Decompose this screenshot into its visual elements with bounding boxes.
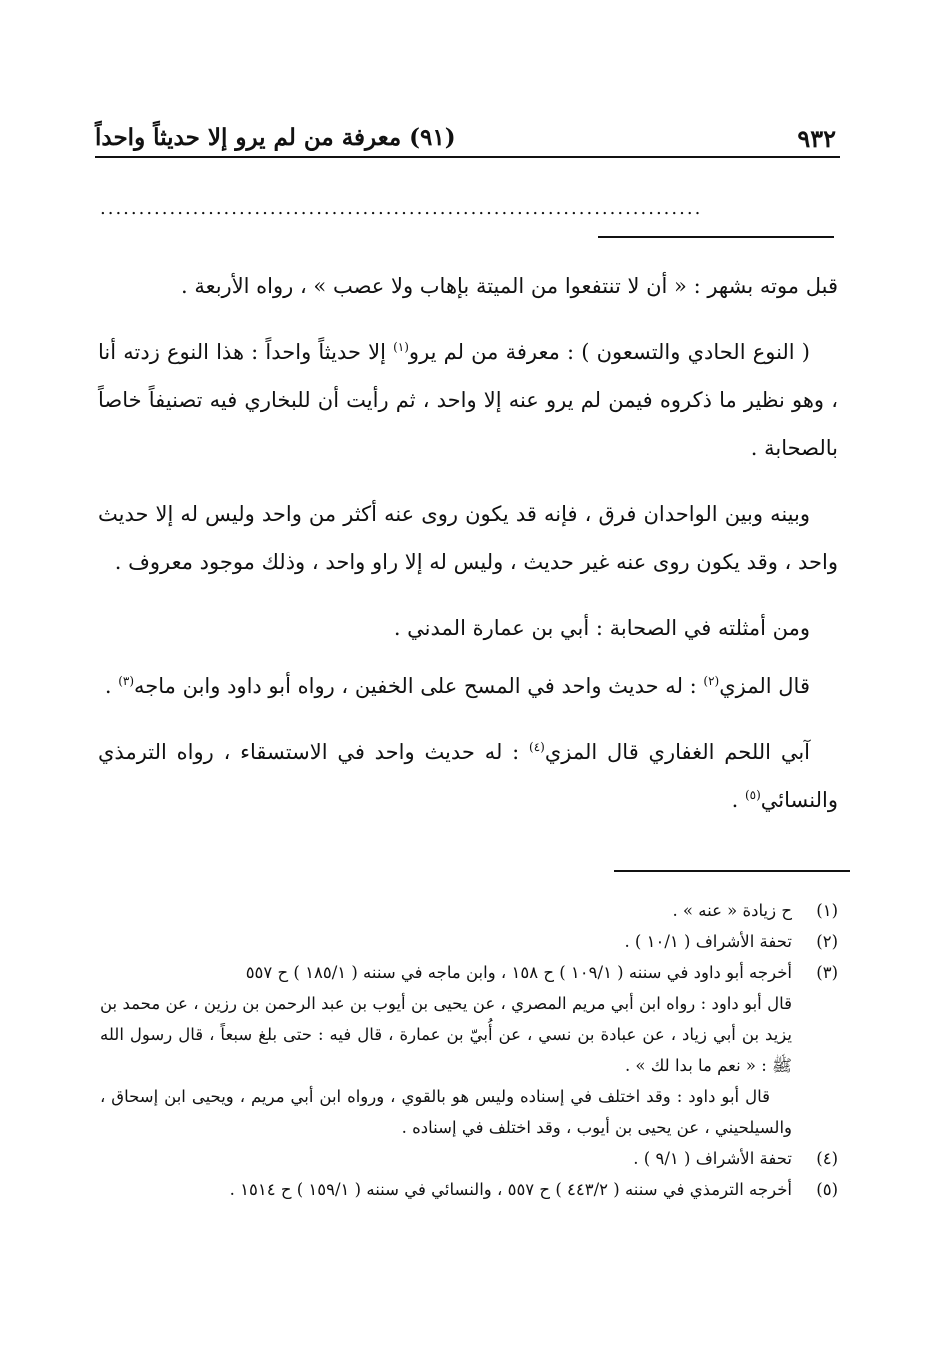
footnote-1 xyxy=(100,895,838,926)
main-text xyxy=(98,262,838,842)
paragraph-3-text: وبينه وبين الواحدان فرق ، فإنه قد يكون روى عنه أكثر من واحد وليس له إلا حديث واحد ، وقد يكون روى عنه غير حديث ، وليس له إلا راو واحد ، وذلك موجود معروف . xyxy=(98,502,838,574)
paragraph-5-text-b: : له حديث واحد في المسح على الخفين ، رواه أبو داود وابن ماجه xyxy=(134,674,704,698)
footnote-number: (٣) xyxy=(816,963,838,982)
footnote-ref-1[interactable]: (١) xyxy=(393,340,409,354)
running-title: (٩١) معرفة من لم يرو إلا حديثاً واحداً xyxy=(95,124,456,151)
paragraph-2-text-a: ( النوع الحادي والتسعون ) : معرفة من لم يرو xyxy=(408,340,810,364)
footnote-text-line: أخرجه أبو داود في سننه ( ١٠٩/١ ) ح ١٥٨ ، وابن ماجه في سننه ( ١٨٥/١ ) ح ٥٥٧ xyxy=(245,963,792,982)
footnote-2 xyxy=(100,926,838,957)
footnote-number: (٤) xyxy=(816,1149,838,1168)
footnote-number: (٢) xyxy=(816,932,838,951)
page-number: ٩٣٢ xyxy=(797,124,836,153)
footnote-ref-3[interactable]: (٣) xyxy=(118,674,135,688)
footnote-text: تحفة الأشراف ( ١٠/١ ) . xyxy=(624,932,792,951)
footnote-3 xyxy=(100,957,838,1143)
footnote-rule xyxy=(614,870,850,872)
paragraph-5-text-a: قال المزي xyxy=(719,674,810,698)
paragraph-4-text: ومن أمثلته في الصحابة : أبي بن عمارة المدني . xyxy=(393,616,810,640)
footnote-text: ح زيادة « عنه » . xyxy=(672,901,792,920)
paragraph-2-text-b: إلا حديثاً واحداً : هذا النوع زدته أنا ، وهو نظير ما ذكروه فيمن لم يرو عنه إلا واحد ، ثم رأيت أن للبخاري فيه تصنيفاً خاصاً بالصحابة . xyxy=(98,340,838,460)
paragraph-6-text-b: : له حديث واحد في الاستسقاء ، رواه الترمذي والنسائي xyxy=(98,740,838,812)
paragraph-examples xyxy=(98,604,838,652)
paragraph-mizzi-2 xyxy=(98,728,838,824)
paragraph-type-91 xyxy=(98,328,838,472)
footnote-text-line: قال أبو داود : وقد اختلف في إسناده وليس هو بالقوي ، ورواه ابن أبي مريم ، ويحيى ابن إسحاق ، والسيلحيني ، عن يحيى بن أيوب ، وقد اختلف في إسناده . xyxy=(100,1087,792,1137)
paragraph-mizzi-1 xyxy=(98,662,838,710)
paragraph-5-text-c: . xyxy=(104,674,119,698)
footnote-text-line: قال أبو داود : رواه ابن أبي مريم المصري ، عن يحيى بن أيوب بن عبد الرحمن بن رزين ، عن محمد بن يزيد بن أبي زياد ، عن عبادة بن نسي ، عن أُبيّ بن عمارة ، قال فيه : حتى بلغ سبعاً ، قال رسول الله ﷺ : « نعم ما بدا لك » . xyxy=(100,994,792,1075)
page-header xyxy=(95,118,840,158)
paragraph-6-text-a: آبي اللحم الغفاري قال المزي xyxy=(544,740,811,764)
footnote-ref-4[interactable]: (٤) xyxy=(529,740,545,754)
footnote-4 xyxy=(100,1143,838,1174)
paragraph-continuation xyxy=(98,262,838,310)
header-rule xyxy=(95,156,840,158)
section-rule xyxy=(598,236,834,238)
footnote-number: (٥) xyxy=(816,1180,838,1199)
paragraph-1-text: قبل موته بشهر : « أن لا تنتفعوا من الميتة بإهاب ولا عصب » ، رواه الأربعة . xyxy=(180,274,838,298)
footnote-text: أخرجه الترمذي في سننه ( ٤٤٣/٢ ) ح ٥٥٧ ، والنسائي في سننه ( ١٥٩/١ ) ح ١٥١٤ . xyxy=(229,1180,792,1199)
footnote-number: (١) xyxy=(816,901,838,920)
footnotes xyxy=(100,895,838,1205)
footnote-5 xyxy=(100,1174,838,1205)
paragraph-difference xyxy=(98,490,838,586)
dotted-separator: .............................................................................. xyxy=(100,198,703,219)
footnote-ref-5[interactable]: (٥) xyxy=(744,788,761,802)
paragraph-6-text-c: . xyxy=(731,788,745,812)
footnote-ref-2[interactable]: (٢) xyxy=(703,674,720,688)
footnote-text: تحفة الأشراف ( ٩/١ ) . xyxy=(633,1149,792,1168)
